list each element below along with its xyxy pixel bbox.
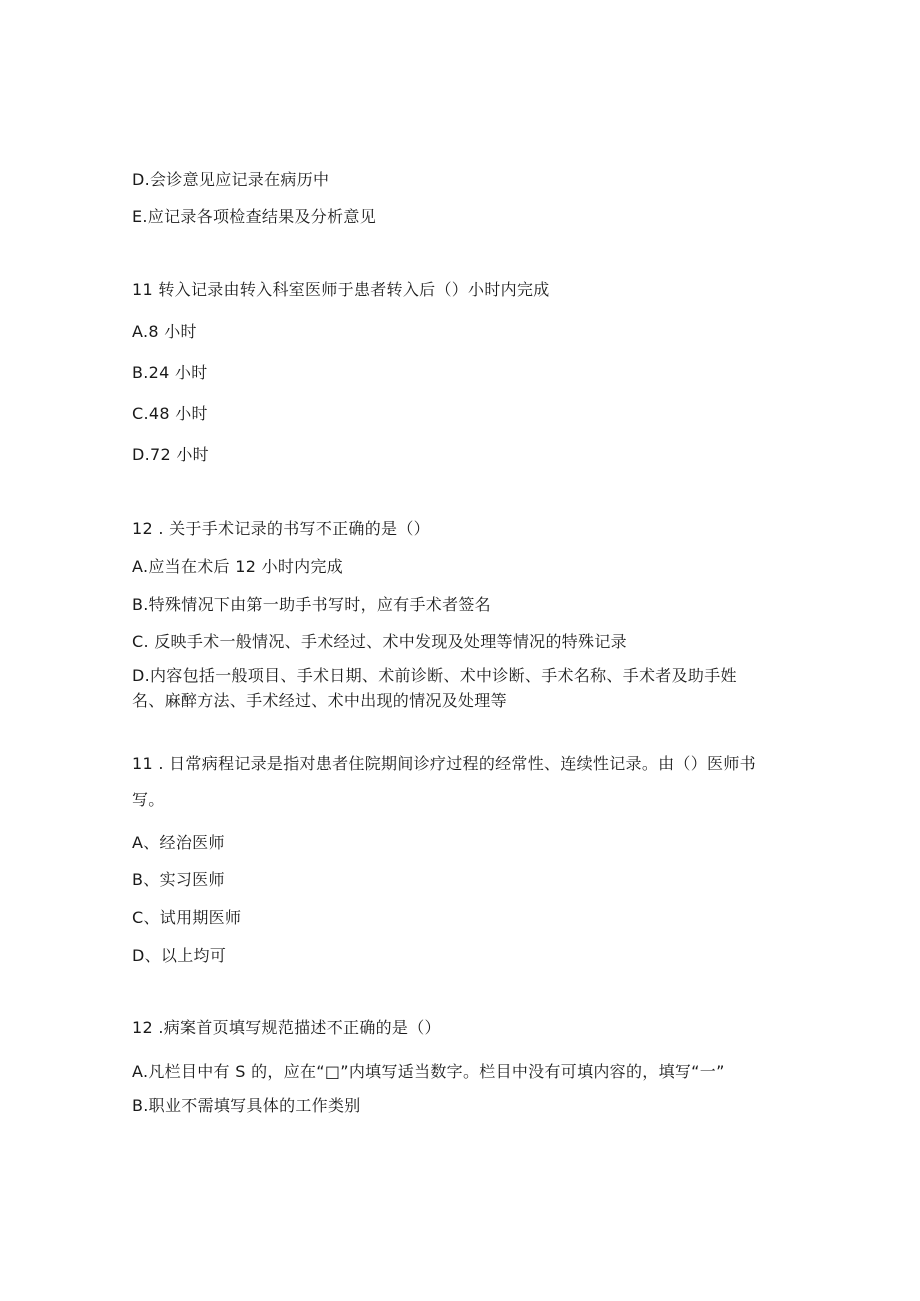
option-a-attending: A、经治医师: [132, 833, 225, 852]
option-a-homepage: A.凡栏目中有 S 的，应在“□”内填写适当数字。栏目中没有可填内容的，填写“一”: [132, 1062, 725, 1081]
option-d-all: D、以上均可: [132, 946, 227, 965]
option-c-probation: C、试用期医师: [132, 908, 242, 927]
question-11-transfer: 11 转入记录由转入科室医师于患者转入后（）小时内完成: [132, 280, 550, 299]
option-d-72h: D.72 小时: [132, 445, 209, 464]
option-a-surgery: A.应当在术后 12 小时内完成: [132, 557, 344, 576]
option-e-consult: E.应记录各项检查结果及分析意见: [132, 207, 376, 226]
option-b-homepage: B.职业不需填写具体的工作类别: [132, 1096, 361, 1115]
option-b-surgery: B.特殊情况下由第一助手书写时，应有手术者签名: [132, 595, 491, 614]
option-c-surgery: C. 反映手术一般情况、手术经过、术中发现及处理等情况的特殊记录: [132, 632, 627, 651]
question-11-daily-record: 11 . 日常病程记录是指对患者住院期间诊疗过程的经常性、连续性记录。由（）医师书: [132, 754, 756, 773]
option-d-consult: D.会诊意见应记录在病历中: [132, 170, 330, 189]
option-c-48h: C.48 小时: [132, 404, 208, 423]
option-a-8h: A.8 小时: [132, 322, 197, 341]
option-d-surgery-line2: 名、麻醉方法、手术经过、术中出现的情况及处理等: [132, 691, 507, 710]
question-12-surgery: 12 . 关于手术记录的书写不正确的是（）: [132, 519, 430, 538]
question-11-daily-record-cont: 写。: [132, 790, 165, 809]
option-b-24h: B.24 小时: [132, 363, 208, 382]
option-d-surgery-line1: D.内容包括一般项目、手术日期、术前诊断、术中诊断、手术名称、手术者及助手姓: [132, 666, 737, 685]
option-b-intern: B、实习医师: [132, 870, 225, 889]
question-12-homepage: 12 .病案首页填写规范描述不正确的是（）: [132, 1018, 441, 1037]
